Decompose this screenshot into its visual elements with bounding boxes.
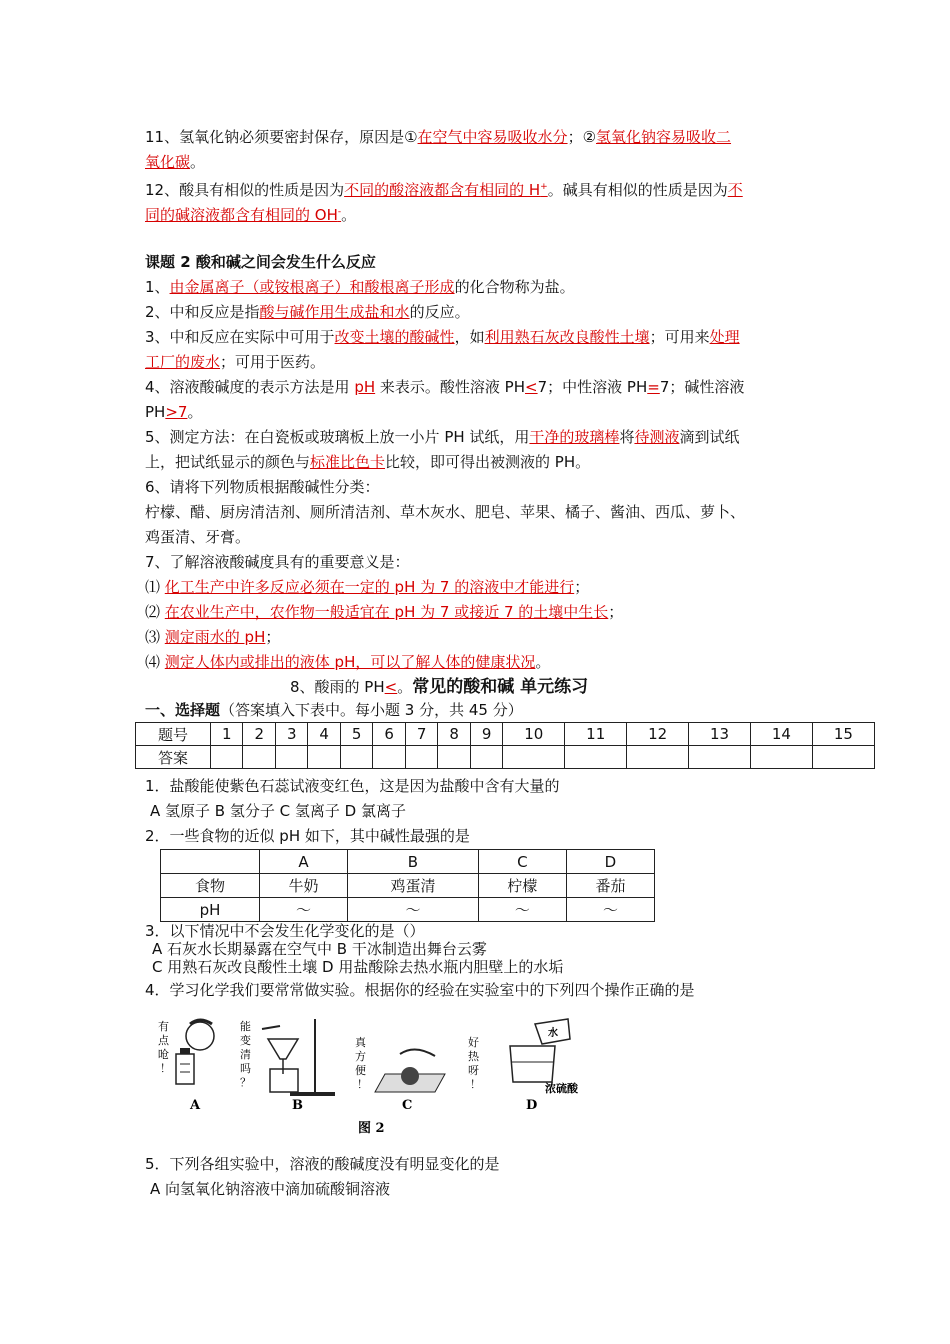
- answer-cell[interactable]: [750, 746, 812, 769]
- ph-table-cell: ～: [260, 898, 348, 922]
- answer-cell[interactable]: [405, 746, 437, 769]
- question-4: 4．学习化学我们要常常做实验。根据你的经验在实验室中的下列四个操作正确的是: [145, 981, 695, 999]
- part1-heading: 一、选择题（答案填入下表中。每小题 3 分，共 45 分）: [145, 701, 523, 719]
- question-number: 14: [750, 723, 812, 746]
- question-3-options-ab: A 石灰水长期暴露在空气中 B 干冰制造出舞台云雾: [152, 940, 487, 958]
- ph-table-col: C: [478, 850, 566, 874]
- lesson2-item6-line3: 鸡蛋清、牙膏。: [145, 528, 251, 546]
- figure-b-bubble-char: ？: [240, 1076, 251, 1089]
- figure-d-dilution: [468, 1019, 579, 1113]
- figure-b-label: B: [292, 1098, 303, 1113]
- answer-cell[interactable]: [275, 746, 307, 769]
- answer-cell[interactable]: [211, 746, 243, 769]
- lesson2-item4-line1: 4、溶液酸碱度的表示方法是用 pH 来表示。酸性溶液 PH<7；中性溶液 PH=7；碱性溶液: [145, 378, 745, 396]
- ph-table-col: B: [348, 850, 479, 874]
- figure-a-bubble-char: ！: [160, 1062, 171, 1075]
- lesson2-item6-line1: 6、请将下列物质根据酸碱性分类：: [145, 478, 380, 496]
- figure-c-bubble-char: 方: [355, 1050, 366, 1063]
- question-number: 10: [503, 723, 565, 746]
- question-number: 2: [243, 723, 275, 746]
- question-3-options-cd: C 用熟石灰改良酸性土壤 D 用盐酸除去热水瓶内胆壁上的水垢: [152, 958, 564, 976]
- answer-table-header: 题号: [136, 723, 211, 746]
- figure-c-bubble-char: 便: [355, 1064, 366, 1077]
- question-number: 3: [275, 723, 307, 746]
- lab-operations-figure: [150, 1014, 610, 1144]
- lesson2-item7-1: ⑴ 化工生产中许多反应必须在一定的 pH 为 7 的溶液中才能进行；: [145, 578, 590, 596]
- answer-cell[interactable]: [627, 746, 689, 769]
- answer-table: [135, 722, 875, 769]
- question-2: 2．一些食物的近似 pH 如下，其中碱性最强的是: [145, 827, 470, 845]
- figure-a-smelling: [158, 1020, 214, 1113]
- ph-table: [160, 849, 655, 922]
- lesson2-item7: 7、了解溶液酸碱度具有的重要意义是：: [145, 553, 410, 571]
- question-number: 9: [470, 723, 502, 746]
- q12-line1: 12、酸具有相似的性质是因为不同的酸溶液都含有相同的 H+。碱具有相似的性质是因为不: [145, 181, 743, 199]
- lesson2-item7-4: ⑷ 测定人体内或排出的液体 pH，可以了解人体的健康状况。: [145, 653, 551, 671]
- figure-a-label: A: [190, 1098, 201, 1113]
- question-number: 7: [405, 723, 437, 746]
- figure-b-bubble-char: 能: [240, 1020, 251, 1033]
- lesson2-item3-line1: 3、中和反应在实际中可用于改变土壤的酸碱性，如利用熟石灰改良酸性土壤；可用来处理: [145, 328, 740, 346]
- figure-d-bubble-char: 好: [468, 1036, 479, 1049]
- lesson2-title: 课题 2 酸和碱之间会发生什么反应: [145, 253, 376, 271]
- ph-table-cell: 食物: [161, 874, 260, 898]
- answer-table-answer-row: [136, 746, 875, 769]
- ph-table-cell: ～: [478, 898, 566, 922]
- question-5: 5．下列各组实验中，溶液的酸碱度没有明显变化的是: [145, 1155, 500, 1173]
- unit-title: 常见的酸和碱 单元练习: [412, 677, 589, 697]
- answer-table-header-row: [136, 723, 875, 746]
- answer-cell[interactable]: [565, 746, 627, 769]
- question-1: 1．盐酸能使紫色石蕊试液变红色，这是因为盐酸中含有大量的: [145, 777, 560, 795]
- ph-table-food-row: [161, 874, 655, 898]
- figure-c-label: C: [402, 1098, 413, 1113]
- ph-table-cell: 牛奶: [260, 874, 348, 898]
- answer-cell[interactable]: [503, 746, 565, 769]
- ph-table-col: D: [566, 850, 654, 874]
- figure-d-bubble-char: ！: [470, 1078, 481, 1091]
- lesson2-item7-3: ⑶ 测定雨水的 pH；: [145, 628, 281, 646]
- figure-d-label: D: [526, 1098, 538, 1113]
- answer-cell[interactable]: [243, 746, 275, 769]
- lesson2-item6-line2: 柠檬、醋、厨房清洁剂、厕所清洁剂、草木灰水、肥皂、苹果、橘子、酱油、西瓜、萝卜、: [145, 503, 746, 521]
- ph-table-cell: 番茄: [566, 874, 654, 898]
- lesson2-item2: 2、中和反应是指酸与碱作用生成盐和水的反应。: [145, 303, 470, 321]
- question-number: 15: [812, 723, 874, 746]
- answer-cell[interactable]: [308, 746, 340, 769]
- lesson2-item8-and-unit-title: 8、酸雨的 PH<。常见的酸和碱 单元练习: [290, 677, 589, 697]
- figure-d-water-label: 水: [548, 1028, 558, 1039]
- question-number: 1: [211, 723, 243, 746]
- lesson2-item5-line2: 上，把试纸显示的颜色与标准比色卡比较，即可得出被测液的 PH。: [145, 453, 591, 471]
- ph-table-corner: [161, 850, 260, 874]
- figure-b-bubble-char: 清: [240, 1048, 251, 1061]
- figure-a-bubble-char: 点: [158, 1034, 169, 1047]
- answer-cell[interactable]: [689, 746, 751, 769]
- question-number: 12: [627, 723, 689, 746]
- figure-b-bubble-char: 吗: [240, 1062, 251, 1075]
- ph-table-cell: pH: [161, 898, 260, 922]
- question-5-option-a: A 向氢氧化钠溶液中滴加硫酸铜溶液: [150, 1180, 391, 1198]
- figure-c-bubble-char: ！: [357, 1078, 368, 1091]
- ph-table-col: A: [260, 850, 348, 874]
- figure-c-solid-on-paper: [355, 1035, 445, 1113]
- answer-cell[interactable]: [812, 746, 874, 769]
- answer-cell[interactable]: [373, 746, 405, 769]
- ph-table-cell: ～: [348, 898, 479, 922]
- lesson2-item3-line2: 工厂的废水；可用于医药。: [145, 353, 326, 371]
- q12-line2: 同的碱溶液都含有相同的 OH-。: [145, 206, 357, 224]
- figure-c-bubble-char: 真: [355, 1036, 366, 1049]
- q11-line2: 氧化碳。: [145, 153, 206, 171]
- answer-cell[interactable]: [340, 746, 372, 769]
- lesson2-item1: 1、由金属离子（或铵根离子）和酸根离子形成的化合物称为盐。: [145, 278, 575, 296]
- answer-row-label: 答案: [136, 746, 211, 769]
- lesson2-item5-line1: 5、测定方法：在白瓷板或玻璃板上放一小片 PH 试纸，用干净的玻璃棒将待测液滴到试纸: [145, 428, 740, 446]
- answer-cell[interactable]: [470, 746, 502, 769]
- question-number: 6: [373, 723, 405, 746]
- ph-table-cell: 鸡蛋清: [348, 874, 479, 898]
- figure-a-bubble-char: 呛: [158, 1048, 169, 1061]
- figure-a-bubble-char: 有: [158, 1020, 169, 1033]
- ph-table-ph-row: [161, 898, 655, 922]
- figure-d-bubble-char: 热: [468, 1050, 479, 1063]
- q11-line1: 11、氢氧化钠必须要密封保存，原因是①在空气中容易吸收水分；②氢氧化钠容易吸收二: [145, 128, 732, 146]
- figure-caption: 图 2: [358, 1121, 385, 1136]
- ph-table-cell: 柠檬: [478, 874, 566, 898]
- question-number: 8: [438, 723, 470, 746]
- figure-d-acid-label: 浓硫酸: [545, 1082, 578, 1095]
- lesson2-item4-line2: PH>7。: [145, 403, 203, 421]
- ph-table-header-row: [161, 850, 655, 874]
- lesson2-item7-2: ⑵ 在农业生产中，农作物一般适宜在 pH 为 7 或接近 7 的土壤中生长；: [145, 603, 624, 621]
- question-3: 3．以下情况中不会发生化学变化的是（）: [145, 922, 425, 940]
- answer-cell[interactable]: [438, 746, 470, 769]
- question-number: 5: [340, 723, 372, 746]
- figure-b-filtration: [240, 1019, 335, 1113]
- question-number: 11: [565, 723, 627, 746]
- figure-b-bubble-char: 变: [240, 1034, 251, 1047]
- question-number: 4: [308, 723, 340, 746]
- figure-d-bubble-char: 呀: [468, 1064, 479, 1077]
- ph-table-cell: ～: [566, 898, 654, 922]
- question-number: 13: [689, 723, 751, 746]
- question-1-options: A 氢原子 B 氢分子 C 氢离子 D 氯离子: [150, 802, 406, 820]
